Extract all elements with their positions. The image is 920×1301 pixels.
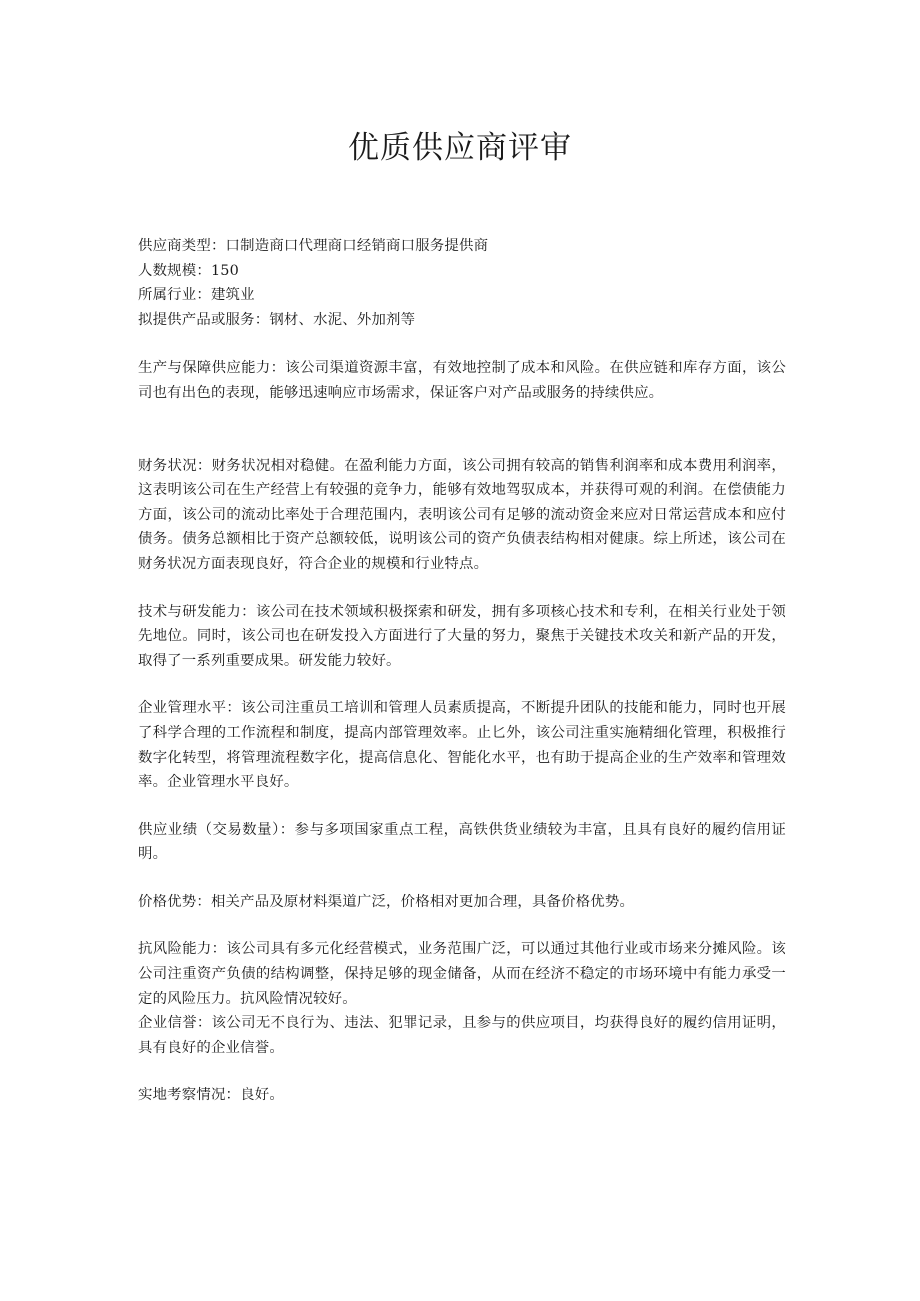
industry-line: 所属行业：建筑业 <box>138 287 255 304</box>
site-visit-line: 实地考察情况：良好。 <box>138 1087 284 1104</box>
risk-resistance-paragraph: 抗风险能力：该公司具有多元化经营模式，业务范围广泛，可以通过其他行业或市场来分摊风险。该公司注重资产负债的结构调整，保持足够的现金储备，从而在经济不稳定的市场环境中有能力承受一定的风险压力。抗风险情况较好。 <box>138 941 786 1007</box>
management-level-paragraph: 企业管理水平：该公司注重员工培训和管理人员素质提高，不断提升团队的技能和能力，同时也开展了科学合理的工作流程和制度，提高内部管理效率。止匕外，该公司注重实施精细化管理，积极推行数字化转型，将管理流程数字化，提高信息化、智能化水平，也有助于提高企业的生产效率和管理效率。企业管理水平良好。 <box>138 700 786 791</box>
products-line: 拟提供产品或服务：钢材、水泥、外加剂等 <box>138 311 416 328</box>
supply-capability-paragraph: 生产与保障供应能力：该公司渠道资源丰富，有效地控制了成本和风险。在供应链和库存方面，该公司也有出色的表现，能够迅速响应市场需求，保证客户对产品或服务的持续供应。 <box>138 360 786 401</box>
document-body <box>138 234 786 1108</box>
rnd-capability-paragraph: 技术与研发能力：该公司在技术领域积极探索和研发，拥有多项核心技术和专利，在相关行业处于领先地位。同时，该公司也在研发投入方面进行了大量的努力，聚焦于关键技术攻关和新产品的开发，取得了一系列重要成果。研发能力较好。 <box>138 603 786 669</box>
supply-performance-paragraph: 供应业绩（交易数量）：参与多项国家重点工程，高铁供货业绩较为丰富，且具有良好的履约信用证明。 <box>138 821 786 863</box>
supplier-type-line: 供应商类型：口制造商口代理商口经销商口服务提供商 <box>138 238 489 254</box>
credit-reputation-paragraph: 企业信誉：该公司无不良行为、违法、犯罪记录，且参与的供应项目，均获得良好的履约信用证明，具有良好的企业信誉。 <box>138 1015 786 1056</box>
document-title: 优质供应商评审 <box>348 130 572 166</box>
financial-status-paragraph: 财务状况：财务状况相对稳健。在盈利能力方面，该公司拥有较高的销售利润率和成本费用利润率，这表明该公司在生产经营上有较强的竞争力，能够有效地驾驭成本，并获得可观的利润。在偿债能力方面，该公司的流动比率处于合理范围内，表明该公司有足够的流动资金来应对日常运营成本和应付债务。债务总额相比于资产总额较低，说明该公司的资产负债表结构相对健康。综上所述，该公司在财务状况方面表现良好，符合企业的规模和行业特点。 <box>138 457 786 572</box>
headcount-line: 人数规模：150 <box>138 262 240 279</box>
price-advantage-paragraph: 价格优势：相关产品及原材料渠道广泛，价格相对更加合理，具备价格优势。 <box>138 893 635 910</box>
